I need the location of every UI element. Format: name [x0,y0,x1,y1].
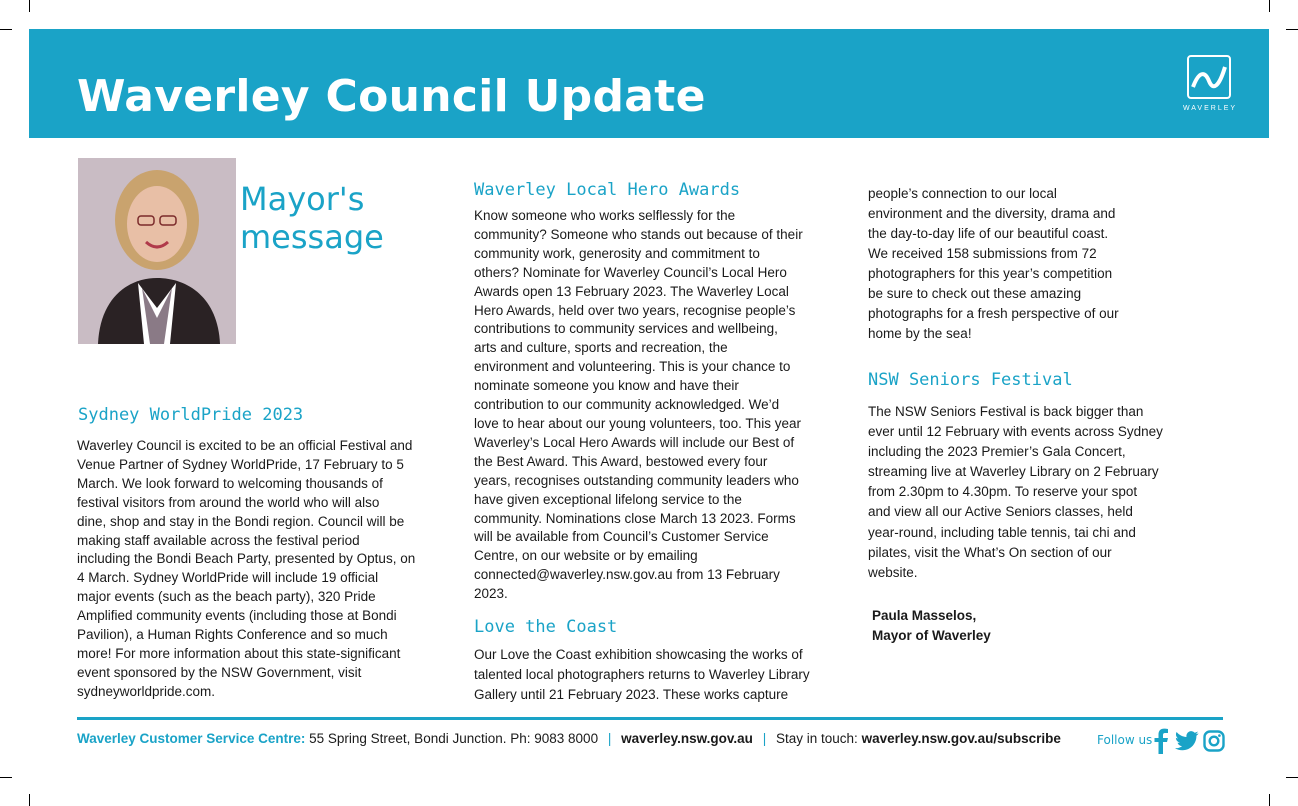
page-title: Waverley Council Update [77,71,706,122]
text-line: contribution to our community acknowledged. We’d [474,397,780,413]
text-line: The NSW Seniors Festival is back bigger than [868,404,1144,419]
text-line: pilates, visit the What’s On section of our [868,544,1112,560]
text-line: Waverley’s Local Hero Awards will include our Best of [474,434,795,450]
crop-mark [1286,777,1298,778]
footer-subscribe-link[interactable]: waverley.nsw.gov.au/subscribe [861,731,1061,746]
crop-mark [1269,0,1270,12]
footer-separator: | [762,731,767,746]
text-line: environment and the diversity, drama and [868,206,1116,221]
text-line: home by the sea! [868,326,972,341]
header-banner [29,29,1269,138]
instagram-icon[interactable] [1203,730,1225,757]
text-line: people’s connection to our local [868,186,1057,201]
text-line: others? Nominate for Waverley Council’s Local Hero [474,264,787,280]
follow-us-label: Follow us [1097,733,1153,747]
text-line: including the 2023 Premier’s Gala Concert, [868,444,1126,460]
logo-wave-icon [1187,55,1231,99]
text-line: Waverley Council is excited to be an official Festival and [77,438,413,453]
text-line: dine, shop and stay in the Bondi region. Council will be [77,513,405,529]
crop-mark [0,777,12,778]
worldpride-body [77,437,415,702]
text-line: sydneyworldpride.com. [77,683,216,699]
waverley-logo [1175,55,1245,115]
signature-role: Mayor of Waverley [872,628,991,643]
text-line: festival visitors from around the world who will also [77,494,380,510]
footer-website-link[interactable]: waverley.nsw.gov.au [621,731,753,746]
mayors-message-line1: Mayor's [240,180,365,218]
text-line: Hero Awards, held over two years, recognise people’s [474,302,796,318]
text-line: 2023. [474,586,508,602]
text-line: March. We look forward to welcoming thousands of [77,475,383,491]
footer-separator: | [607,731,612,746]
mayor-photo [78,158,236,344]
footer-stay-label: Stay in touch: [775,731,858,746]
text-line: community? Someone who stands out because of their [474,226,803,242]
love-coast-body [474,645,810,705]
seniors-festival-title: NSW Seniors Festival [868,370,1073,390]
text-line: Pavilion), a Human Rights Conference and so much [77,627,388,643]
footer-divider [77,717,1223,720]
hero-awards-title: Waverley Local Hero Awards [474,180,741,200]
crop-mark [1286,29,1298,30]
text-line: nominate someone you know and have their [474,378,739,394]
footer-contact [77,731,1061,746]
text-line: Awards open 13 February 2023. The Waverley Local [474,283,789,299]
text-line: community. Nominations close March 13 2023. Forms [474,510,796,526]
text-line: including the Bondi Beach Party, presented by Optus, on [77,551,416,567]
text-line: photographers for this year’s competition [868,266,1113,281]
text-line: community work, generosity and commitment to [474,245,760,261]
hero-awards-body [474,207,803,604]
text-line: website. [868,564,918,580]
text-line: the day-to-day life of our beautiful coast. [868,226,1109,241]
text-line: Venue Partner of Sydney WorldPride, 17 February to 5 [77,456,404,472]
text-line: Know someone who works selflessly for the [474,208,736,223]
text-line: arts and culture, sports and recreation, the [474,340,728,356]
text-line: more! For more information about this state-significant [77,645,401,661]
logo-text: WAVERLEY [1182,105,1238,112]
text-line: Centre, on our website or by emailing [474,548,698,564]
footer-address: 55 Spring Street, Bondi Junction. Ph: 9083 8000 [309,731,599,746]
text-line: connected@waverley.nsw.gov.au from 13 February [474,567,780,583]
footer-label: Waverley Customer Service Centre: [77,731,306,746]
text-line: making staff available across the festival period [77,532,360,548]
crop-mark [1269,794,1270,806]
mayors-message-line2: message [240,218,384,256]
love-coast-body-continued [868,184,1119,344]
twitter-icon[interactable] [1175,731,1199,756]
text-line: streaming live at Waverley Library on 2 February [868,464,1159,480]
text-line: photographs for a fresh perspective of our [868,306,1119,321]
facebook-icon[interactable] [1153,728,1169,759]
text-line: Amplified community events (including those at Bondi [77,608,397,624]
text-line: event sponsored by the NSW Government, visit [77,664,362,680]
text-line: ever until 12 February with events across Sydney [868,424,1163,440]
text-line: be sure to check out these amazing [868,286,1082,301]
text-line: will be available from Council’s Customer Service [474,529,769,545]
text-line: years, recognises outstanding community leaders who [474,472,799,488]
seniors-festival-body [868,402,1163,583]
text-line: the Best Award. This Award, bestowed every four [474,453,768,469]
text-line: from 2.30pm to 4.30pm. To reserve your spot [868,484,1138,500]
crop-mark [29,0,30,12]
text-line: Our Love the Coast exhibition showcasing the works of [474,647,803,662]
text-line: have given exceptional lifelong service to the [474,491,742,507]
text-line: year-round, including table tennis, tai chi and [868,524,1136,540]
text-line: environment and volunteering. This is your chance to [474,359,791,375]
mayors-message-heading [240,180,384,256]
text-line: We received 158 submissions from 72 [868,246,1097,261]
love-coast-title: Love the Coast [474,617,618,637]
text-line: talented local photographers returns to Waverley Library [474,667,810,682]
text-line: and view all our Active Seniors classes, held [868,504,1133,520]
signature-name: Paula Masselos, [872,608,977,623]
text-line: 4 March. Sydney WorldPride will include 19 official [77,570,379,586]
worldpride-title: Sydney WorldPride 2023 [78,405,304,425]
text-line: Gallery until 21 February 2023. These works capture [474,687,789,702]
text-line: love to hear about our young volunteers, too. This year [474,415,801,431]
text-line: major events (such as the beach party), 320 Pride [77,589,376,605]
signature [872,606,991,646]
crop-mark [0,29,12,30]
text-line: contributions to community services and wellbeing, [474,321,778,337]
crop-mark [29,794,30,806]
